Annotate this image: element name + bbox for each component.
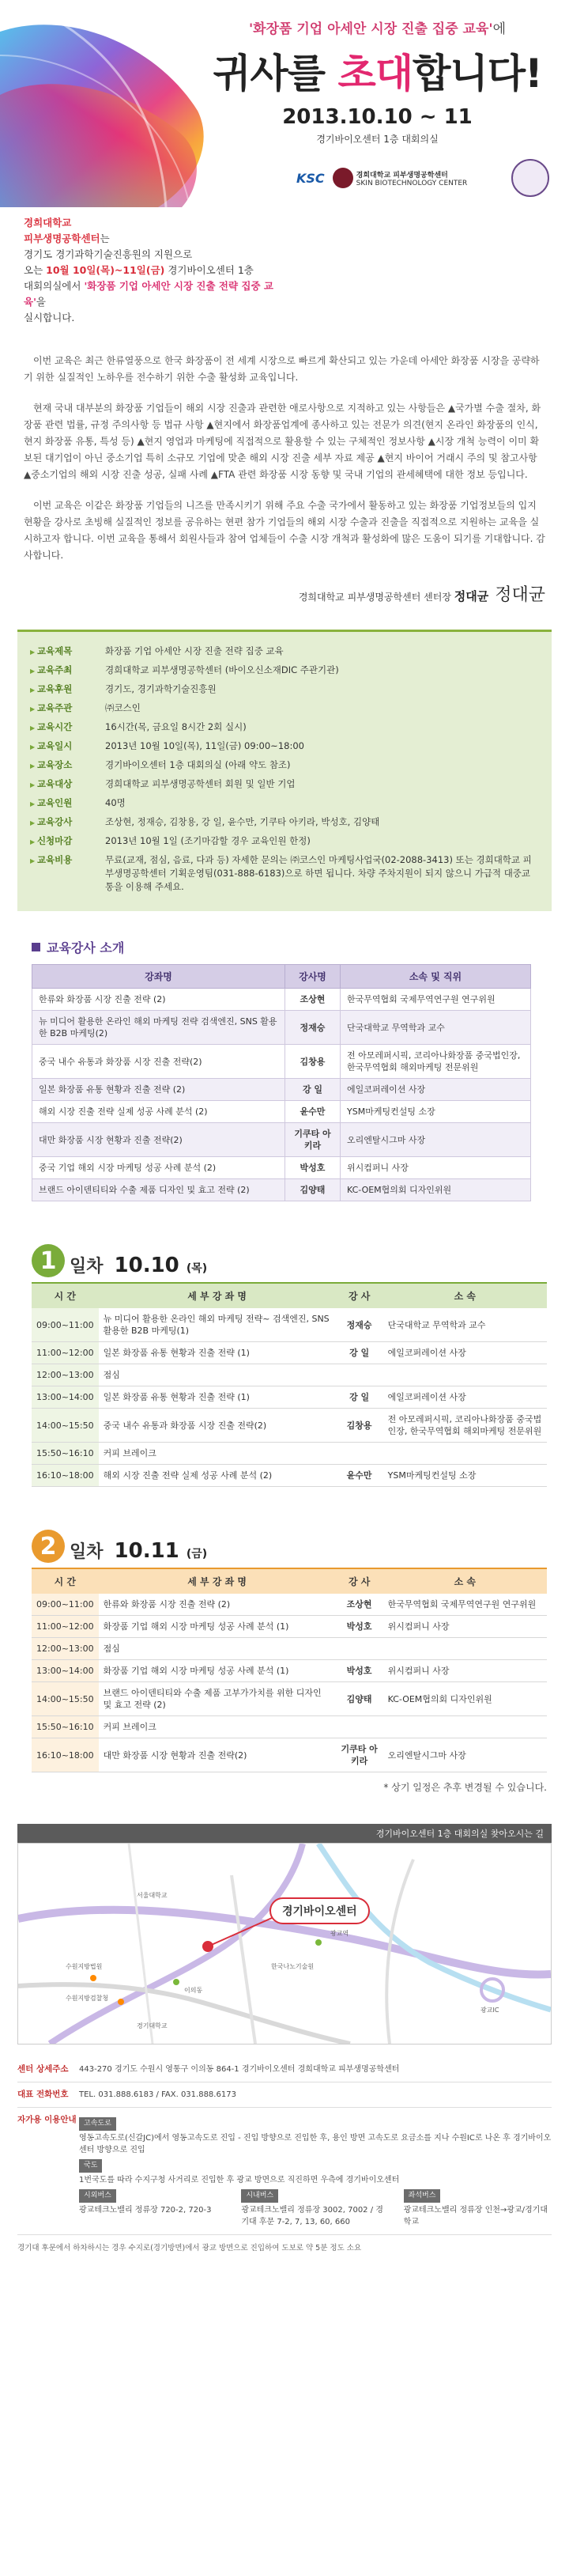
map-label: 이의동	[184, 1987, 203, 1994]
column-header: 세 부 강 좌 명	[99, 1568, 336, 1594]
session-time: 09:00~11:00	[32, 1594, 99, 1616]
location-map[interactable]	[17, 1843, 552, 2045]
phone-row: 대표 전화번호 TEL. 031.888.6183 / FAX. 031.888.6173	[17, 2082, 552, 2108]
info-key: ▶ 교육후원	[30, 683, 105, 697]
session-topic: 일본 화장품 유통 현황과 진출 전략 (1)	[99, 1386, 336, 1409]
session-topic: 일본 화장품 유통 현황과 진출 전략 (1)	[99, 1342, 336, 1364]
univ-seal-icon	[333, 168, 353, 188]
table-row	[32, 1465, 547, 1487]
session-topic: 뉴 미디어 활용한 온라인 해외 마케팅 전략~ 검색엔진, SNS 활용한 B2B 마케팅(1)	[99, 1308, 336, 1342]
info-key: ▶ 교육비용	[30, 853, 105, 894]
session-time: 09:00~11:00	[32, 1308, 99, 1342]
map-label: 한국나노기술원	[271, 1963, 315, 1970]
day2-date: 10.11 (금)	[114, 1539, 208, 1563]
info-row	[30, 683, 539, 697]
session-time: 14:00~15:50	[32, 1682, 99, 1716]
bus-grid: 시외버스 광교테크노밸리 정류장 720-2, 720-3 시내버스 광교테크노밸리 정류장 3002, 7002 / 경기대 후문 7-2, 7, 13, 60, 660 좌석버스 광교테크노밸리 정류장 인천→광교/경기대학교	[79, 2186, 552, 2228]
directions-footnote: 경기대 후문에서 하차하시는 경우 수지로(경기방면)에서 광교 방면으로 진입하여 도보로 약 5분 정도 소요	[17, 2244, 362, 2253]
info-value: 조상현, 정재승, 김창용, 강 일, 윤수만, 기쿠타 아키라, 박성호, 김양태	[105, 816, 380, 827]
session-org: 단국대학교 무역학과 교수	[383, 1308, 547, 1342]
table-row	[32, 1179, 531, 1201]
info-key: ▶ 교육주관	[30, 702, 105, 716]
table-row	[32, 989, 531, 1011]
session-org: 한국무역협회 국제무역연구원 연구위원	[383, 1594, 547, 1616]
lecturer-table	[32, 964, 531, 1201]
session-topic: 해외 시장 진출 전략 실제 성공 사례 분석 (2)	[99, 1465, 336, 1487]
session-topic: 화장품 기업 해외 시장 마케팅 성공 사례 분석 (1)	[99, 1660, 336, 1682]
table-row	[32, 1342, 547, 1364]
info-value: 경희대학교 피부생명공학센터 회원 및 일반 기업	[105, 778, 296, 789]
square-bullet-icon	[32, 943, 40, 951]
ksc-logo: KSC	[296, 170, 325, 186]
lecture-topic: 중국 내수 유통과 화장품 시장 진출 전략(2)	[32, 1045, 285, 1079]
session-lecturer: 기쿠타 아키라	[336, 1738, 383, 1772]
column-header: 소 속	[383, 1283, 547, 1308]
session-lecturer: 강 일	[336, 1386, 383, 1409]
session-time: 12:00~13:00	[32, 1364, 99, 1386]
intro-paragraph-2: 현재 국내 대부분의 화장품 기업들이 해외 시장 진출과 관련한 애로사항으로 지적하고 있는 사항들은 ▲국가별 수출 절차, 화장품 관련 법률, 규정 주의사항 등 법규 사항 ▲현지에서 화장품업계에 종사하고 있는 전문가 의견(현지 온라인 화장품의 인식, 현지 화장품 유통, 특성 등) ▲현지 영업과 마케팅에 직접적으로 활용할 수 있는 구체적인 정보사항 ▲시장 개척 능력이 이미 확보된 대기업이 아닌 중소기업 특히 소규모 기업에 맞춘 해외 시장 진출 세부 자료 제공 ▲현지 바이어 거래시 주의 및 참고사항 ▲중소기업의 해외 시장 진출 성공, 실패 사례 ▲FTA 관련 화장품 시장 동향 및 국내 기업의 관세혜택에 대한 정보 등입니다.	[24, 403, 541, 480]
column-header: 시 간	[32, 1283, 99, 1308]
table-row	[32, 1045, 531, 1079]
session-lecturer: 조상현	[336, 1594, 383, 1616]
lecturer-org: YSM마케팅컨설팅 소장	[341, 1101, 531, 1123]
hero-banner	[0, 0, 569, 207]
hero-venue: 경기바이오센터 1층 대회의실	[316, 134, 439, 145]
info-value: 화장품 기업 아세안 시장 진출 전략 집중 교육	[105, 645, 284, 656]
national-road-tag: 국도	[79, 2159, 102, 2173]
info-value: 경기바이오센터 1층 대회의실 (아래 약도 참조)	[105, 759, 291, 770]
session-org: 위시컴퍼니 사장	[383, 1660, 547, 1682]
info-row	[30, 796, 539, 811]
hero-subtitle: '화장품 기업 아세안 시장 진출 집중 교육'에	[248, 21, 507, 37]
info-row	[30, 721, 539, 735]
sponsor-logos	[296, 158, 549, 198]
info-row	[30, 815, 539, 830]
map-label: 광교IC	[480, 2007, 499, 2014]
hero-text	[202, 17, 553, 146]
info-row	[30, 777, 539, 792]
hero-date: 2013.10.10 ~ 11	[282, 105, 473, 129]
map-label: 수원지방검찰청	[66, 1995, 109, 2002]
session-time: 14:00~15:50	[32, 1409, 99, 1443]
info-key: ▶ 교육장소	[30, 758, 105, 773]
bus-tag: 시외버스	[79, 2189, 116, 2203]
session-lecturer: 강 일	[336, 1342, 383, 1364]
session-topic: 대만 화장품 시장 현황과 진출 전략(2)	[99, 1738, 336, 1772]
info-key: ▶ 교육강사	[30, 815, 105, 830]
table-row	[32, 1364, 547, 1386]
session-org: 위시컴퍼니 사장	[383, 1616, 547, 1638]
univ-logo: 경희대학교 피부생명공학센터 SKIN BIOTECHNOLOGY CENTER	[333, 168, 468, 188]
lecturer-name: 정재승	[285, 1011, 341, 1045]
info-value: 경기도, 경기과학기술진흥원	[105, 683, 217, 694]
info-value: 16시간(목, 금요일 8시간 2회 실시)	[105, 721, 247, 732]
session-time: 13:00~14:00	[32, 1660, 99, 1682]
session-time: 12:00~13:00	[32, 1638, 99, 1660]
lecturer-section-title: 교육강사 소개	[32, 938, 552, 956]
table-row	[32, 1443, 547, 1465]
session-time: 11:00~12:00	[32, 1342, 99, 1364]
bus-tag: 시내버스	[241, 2189, 278, 2203]
session-topic: 한류와 화장품 시장 진출 전략 (2)	[99, 1594, 336, 1616]
table-row	[32, 1660, 547, 1682]
info-key: ▶ 교육대상	[30, 777, 105, 792]
lecture-topic: 일본 화장품 유통 현황과 진출 전략 (2)	[32, 1079, 285, 1101]
day1-number-badge: 1	[32, 1244, 65, 1277]
column-header: 세 부 강 좌 명	[99, 1283, 336, 1308]
session-topic: 점심	[99, 1638, 547, 1660]
lecture-topic: 중국 기업 해외 시장 마케팅 성공 사례 분석 (2)	[32, 1157, 285, 1179]
info-row	[30, 664, 539, 678]
table-row	[32, 1716, 547, 1738]
table-row	[32, 1594, 547, 1616]
signature: 경희대학교 피부생명공학센터 센터장 정대균 정대균	[298, 585, 545, 605]
table-row	[32, 1079, 531, 1101]
lecturer-org: 위시컴퍼니 사장	[341, 1157, 531, 1179]
session-org: KC-OEM협의회 디자인위원	[383, 1682, 547, 1716]
session-org: 전 아모레퍼시픽, 코리아나화장품 중국법인장, 한국무역협회 해외마케팅 전문위원	[383, 1409, 547, 1443]
column-header: 강 사	[336, 1283, 383, 1308]
info-value: 2013년 10월 1일 (조기마감할 경우 교육인원 한정)	[105, 835, 311, 846]
session-time: 16:10~18:00	[32, 1738, 99, 1772]
day1-date: 10.10 (목)	[114, 1254, 208, 1277]
session-time: 11:00~12:00	[32, 1616, 99, 1638]
info-row	[30, 702, 539, 716]
table-row	[32, 1101, 531, 1123]
lecturer-org: 단국대학교 무역학과 교수	[341, 1011, 531, 1045]
gov-emblem-icon	[511, 159, 549, 197]
column-header: 강좌명	[32, 965, 285, 989]
session-lecturer: 김양태	[336, 1682, 383, 1716]
session-topic: 화장품 기업 해외 시장 마케팅 성공 사례 분석 (1)	[99, 1616, 336, 1638]
map-label: 경기대학교	[137, 2022, 168, 2029]
address-row: 센터 상세주소 443-270 경기도 수원시 영통구 이의동 864-1 경기바이오센터 경희대학교 피부생명공학센터	[17, 2057, 552, 2082]
lecturer-name: 윤수만	[285, 1101, 341, 1123]
map-label: 수원지방법원	[66, 1963, 103, 1970]
table-row	[32, 1738, 547, 1772]
info-key: ▶ 교육일시	[30, 740, 105, 754]
session-lecturer: 윤수만	[336, 1465, 383, 1487]
table-row	[32, 1682, 547, 1716]
hero-title: 귀사를 초대합니다!	[213, 51, 542, 96]
lecturer-name: 박성호	[285, 1157, 341, 1179]
table-row	[32, 1308, 547, 1342]
session-lecturer: 정재승	[336, 1308, 383, 1342]
day1-schedule-table	[32, 1282, 547, 1487]
map-label: 광교역	[330, 1930, 349, 1937]
session-topic: 커피 브레이크	[99, 1716, 547, 1738]
day2-schedule-table	[32, 1568, 547, 1772]
table-row	[32, 1011, 531, 1045]
info-row	[30, 834, 539, 849]
table-row	[32, 1157, 531, 1179]
column-header: 소속 및 직위	[341, 965, 531, 989]
table-row	[32, 1616, 547, 1638]
session-topic: 점심	[99, 1364, 547, 1386]
table-row	[32, 1386, 547, 1409]
session-lecturer: 박성호	[336, 1660, 383, 1682]
map-label: 서울대학교	[137, 1892, 168, 1899]
lecture-topic: 해외 시장 진출 전략 실제 성공 사례 분석 (2)	[32, 1101, 285, 1123]
intro-paragraph-3: 이번 교육은 이같은 화장품 기업들의 니즈를 만족시키기 위해 주요 수출 국가에서 활동하고 있는 화장품 기업정보들의 입지현황을 강사로 초빙해 실질적인 정보를 공유하는 현편 참가 기업들의 해외 시장 수출과 진출을 직접적으로 지원하는 교육을 실시하고자 합니다. 이번 교육을 통해서 회원사들과 참여 업체들이 수출 시장 개척과 활성화에 많은 도움이 되기를 기대합니다. 감사합니다.	[24, 500, 545, 561]
session-topic: 브랜드 아이덴티티와 수출 제품 고부가가치를 위한 디자인 및 효고 전략 (2)	[99, 1682, 336, 1716]
lecturer-name: 김양태	[285, 1179, 341, 1201]
info-value: 2013년 10월 10일(목), 11일(금) 09:00~18:00	[105, 740, 304, 751]
intro-paragraph-1: 이번 교육은 최근 한류열풍으로 한국 화장품이 전 세계 시장으로 빠르게 확산되고 있는 가운데 아세안 화장품 시장을 공략하기 위한 실질적인 노하우를 전수하기 위한 수출 활성화 교육입니다.	[24, 355, 540, 383]
table-row	[32, 1638, 547, 1660]
lecturer-org: 전 아모레퍼시픽, 코리아나화장품 중국법인장, 한국무역협회 해외마케팅 전문위원	[341, 1045, 531, 1079]
info-key: ▶ 교육시간	[30, 721, 105, 735]
info-value: 40명	[105, 797, 126, 808]
intro-lead: 경희대학교 피부생명공학센터는 경기도 경기과학기술진흥원의 지원으로 오는 10월 10일(목)~11일(금) 경기바이오센터 1층 대회의실에서 '화장품 기업 아세안 시장 진출 전략 집중 교육'을 실시합니다.	[24, 217, 274, 323]
session-org: 오리엔탈시그마 사장	[383, 1738, 547, 1772]
directions	[17, 2057, 552, 2253]
lecturer-org: 한국무역협회 국제무역연구원 연구위원	[341, 989, 531, 1011]
info-key: ▶ 교육인원	[30, 796, 105, 811]
lecturer-org: 에일코퍼레이션 사장	[341, 1079, 531, 1101]
info-value: 무료(교재, 점심, 음료, 다과 등) 자세한 문의는 ㈜코스인 마케팅사업국(02-2088-3413) 또는 경희대학교 피부생명공학센터 기획운영팀(031-888-6183)으로 하면 됩니다. 차량 주차지원이 되지 않으니 가급적 대중교통을 이용해 주세요.	[105, 854, 532, 892]
table-row	[32, 1123, 531, 1157]
session-org: YSM마케팅컨설팅 소장	[383, 1465, 547, 1487]
lecture-topic: 대만 화장품 시장 현황과 진출 전략(2)	[32, 1123, 285, 1157]
lecture-topic: 뉴 미디어 활용한 온라인 해외 마케팅 전략 검색엔진, SNS 활용한 B2B 마케팅(2)	[32, 1011, 285, 1045]
table-row	[32, 1409, 547, 1443]
map-roads	[18, 1844, 551, 2044]
session-topic: 중국 내수 유통과 화장품 시장 진출 전략(2)	[99, 1409, 336, 1443]
session-lecturer: 김창용	[336, 1409, 383, 1443]
map-title-bar: 경기바이오센터 1층 대회의실 찾아오시는 길	[17, 1824, 552, 1843]
intro-section	[0, 207, 569, 606]
column-header: 시 간	[32, 1568, 99, 1594]
bus-tag: 좌석버스	[404, 2189, 441, 2203]
schedule-note: * 상기 일정은 추후 변경될 수 있습니다.	[383, 1782, 547, 1793]
venue-callout: 경기바이오센터	[269, 1897, 370, 1924]
lecturer-name: 김창용	[285, 1045, 341, 1079]
info-row	[30, 853, 539, 894]
day2-number-badge: 2	[32, 1530, 65, 1563]
lecturer-org: KC-OEM협의회 디자인위원	[341, 1179, 531, 1201]
day2-header: 2 일차 10.11 (금)	[32, 1520, 569, 1563]
info-key: ▶ 교육제목	[30, 645, 105, 659]
info-row	[30, 645, 539, 659]
session-topic: 커피 브레이크	[99, 1443, 547, 1465]
session-time: 13:00~14:00	[32, 1386, 99, 1409]
session-time: 16:10~18:00	[32, 1465, 99, 1487]
column-header: 강사명	[285, 965, 341, 989]
map-section	[17, 1824, 552, 2045]
info-value: 경희대학교 피부생명공학센터 (바이오신소재DIC 주관기관)	[105, 664, 339, 675]
event-info-box	[17, 630, 552, 911]
session-org: 에일코퍼레이션 사장	[383, 1386, 547, 1409]
info-value: ㈜코스인	[105, 702, 141, 713]
session-org: 에일코퍼레이션 사장	[383, 1342, 547, 1364]
lecture-topic: 한류와 화장품 시장 진출 전략 (2)	[32, 989, 285, 1011]
car-directions-row: 자가용 이용안내 고속도로 영동고속도로(신갈JC)에서 영동고속도로 진입 - 진입 방향으로 진입한 후, 용인 방면 고속도로 요금소를 지나 수원IC로 나온 후 경기바이오센터 방향으로 진입 국도 1번국도를 따라 수지구청 사거리로 진입한 후 광교 방면으로 직진하면 우측에 경기바이오센터 시외버스 광교테크노밸리 정류장 720-2, 720-3 시내버스 광교테크노밸리 정류장 3002, 7002 / 경기대 후문 7-2, 7, 13, 60, 660 좌석버스 광교테크노밸리 정류장 인천→광교/경기대학교	[17, 2108, 552, 2235]
session-lecturer: 박성호	[336, 1616, 383, 1638]
lecturer-name: 기쿠타 아키라	[285, 1123, 341, 1157]
lecturer-name: 조상현	[285, 989, 341, 1011]
lecture-topic: 브랜드 아이덴티티와 수출 제품 디자인 및 효고 전략 (2)	[32, 1179, 285, 1201]
lecturer-org: 오리엔탈시그마 사장	[341, 1123, 531, 1157]
day1-header: 1 일차 10.10 (목)	[32, 1235, 569, 1277]
color-swirl-graphic	[0, 0, 229, 207]
session-time: 15:50~16:10	[32, 1443, 99, 1465]
session-time: 15:50~16:10	[32, 1716, 99, 1738]
highway-tag: 고속도로	[79, 2117, 116, 2131]
lecturer-name: 강 일	[285, 1079, 341, 1101]
info-row	[30, 758, 539, 773]
column-header: 강 사	[336, 1568, 383, 1594]
info-row	[30, 740, 539, 754]
info-key: ▶ 신청마감	[30, 834, 105, 849]
info-key: ▶ 교육주최	[30, 664, 105, 678]
column-header: 소 속	[383, 1568, 547, 1594]
